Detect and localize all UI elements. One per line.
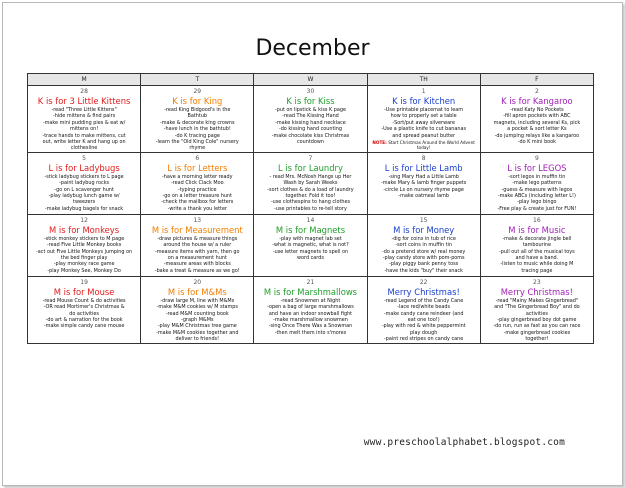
- day-number: 14: [306, 216, 315, 224]
- activity-line: -play monkey race game: [53, 261, 115, 268]
- activity-line: -play piggy bank penny toss: [389, 261, 459, 268]
- activity-line: a pocket & sort letter Ks: [507, 126, 567, 133]
- calendar-day-cell: [480, 152, 593, 214]
- activity-line: tracing page: [521, 267, 553, 274]
- day-theme-heading: M is for Monkeys: [49, 224, 120, 235]
- day-number: 19: [80, 278, 88, 286]
- activity-line: magnets, including several Ks, pick: [493, 119, 581, 126]
- calendar-week-row: [28, 214, 594, 276]
- activity-line: - read Mrs. McNosh Hangs up Her: [269, 173, 352, 180]
- activity-line: and have an indoor snowball fight: [268, 310, 353, 317]
- day-theme-heading: K is for King: [172, 96, 223, 106]
- activity-line: -graph M&Ms: [181, 317, 214, 324]
- day-theme-heading: L is for Little Lamb: [384, 162, 463, 173]
- day-theme-heading: L is for Laundry: [277, 162, 343, 173]
- activity-line: -do kissing hand counting: [278, 126, 342, 133]
- activity-line: word cards: [297, 255, 324, 262]
- activity-line: clothesline: [70, 145, 98, 152]
- activity-line: -read Mouse Count & do activities: [42, 297, 126, 304]
- activity-line: tweezers: [73, 199, 96, 206]
- activity-line: -sing Mary Had a Little Lamb: [388, 173, 459, 180]
- blog-url: www.preschoolalphabet.blogspot.com: [363, 437, 565, 448]
- activity-line: Wash by Sarah Weeks: [283, 180, 338, 187]
- day-theme-heading: Merry Christmas!: [500, 286, 574, 297]
- activity-line: -play M&M Christmas tree game: [157, 323, 237, 330]
- day-number: 28: [80, 88, 88, 95]
- calendar-day-cell: [480, 214, 593, 276]
- activity-line: -make M&M cookies together and: [156, 329, 239, 336]
- activity-line: -play with magnet lab set: [279, 235, 342, 242]
- calendar-day-cell: [141, 152, 254, 214]
- activity-line: countdown: [296, 139, 324, 146]
- activity-line: -then melt them into s'mores: [274, 329, 347, 336]
- activity-line: -pull out all of the musical toys: [499, 248, 575, 255]
- activity-line: -measure areas with blocks: [163, 261, 231, 268]
- activity-line: -typing practice: [177, 186, 217, 193]
- activity-line: -read King Bidgood's in the: [164, 107, 231, 113]
- calendar-week-row: [28, 86, 594, 153]
- calendar-day-cell: [28, 152, 141, 214]
- activity-line: -sort clothes & do a load of laundry: [267, 186, 354, 193]
- activity-line: -paint red stripes on candy cane: [384, 336, 464, 343]
- activity-line: -sort legos in muffin tin: [508, 173, 566, 180]
- activity-line: -make ladybug bagels for snack: [45, 205, 124, 212]
- activity-line: eat one too!): [407, 317, 440, 324]
- day-number: 22: [419, 278, 428, 286]
- activity-line: mittens on!: [69, 126, 99, 133]
- activity-line: and spread peanut butter: [392, 132, 456, 139]
- calendar-day-cell: [367, 86, 480, 153]
- day-number: 7: [308, 154, 313, 162]
- calendar-table: [27, 73, 594, 344]
- activity-line: -OR read Mortimer's Christmas &: [43, 304, 125, 311]
- activity-line: -sing Once There Was a Snowman: [268, 323, 353, 330]
- calendar-week-row: [28, 152, 594, 214]
- calendar-day-cell: [367, 152, 480, 214]
- activity-line: -Use printable placemat to learn: [384, 107, 464, 113]
- activity-line: -go on L scavenger hunt: [54, 186, 114, 193]
- activity-line: -paint ladybug rocks: [59, 180, 110, 187]
- day-note: [370, 140, 478, 150]
- day-number: 1: [421, 88, 426, 95]
- activity-line: -go on a letter treasure hunt: [162, 193, 233, 200]
- day-theme-heading: M is for Money: [393, 224, 455, 235]
- activity-line: -listen to music while doing M: [500, 261, 574, 268]
- calendar-body: [28, 86, 594, 344]
- activity-line: -use clothespins to hang clothes: [270, 199, 351, 206]
- activity-line: -read Snowmen at Night: [280, 297, 341, 304]
- day-number: 2: [534, 88, 539, 95]
- activity-line: -Sort/put away silverware: [392, 119, 455, 126]
- calendar-day-cell: [28, 86, 141, 153]
- activity-line: -play gingerbread boy dot game: [497, 317, 577, 324]
- activity-line: -make candy cane reindeer (and: [383, 310, 464, 317]
- day-number: 20: [193, 278, 202, 286]
- weekday-header: M: [28, 74, 141, 86]
- activity-line: and "The Gingerbread Boy" and do: [494, 304, 580, 311]
- activity-line: -play ladybug lunch game w/: [48, 193, 120, 200]
- activity-line: -fill apron pockets with ABC: [503, 113, 571, 120]
- day-number: 13: [193, 216, 202, 224]
- activity-line: -draw pictures & measure things: [157, 235, 238, 242]
- activity-line: -read M&M counting book: [165, 310, 229, 317]
- activity-line: -read "Three Little Kittens": [51, 107, 117, 113]
- calendar-day-cell: [480, 86, 593, 153]
- activity-line: -open a bag of large marshmallows: [267, 304, 354, 311]
- note-text: Start Christmas Around the World Advent today!: [388, 140, 475, 151]
- activity-line: play dough: [410, 329, 438, 336]
- activity-line: -play lego bingo: [517, 199, 557, 206]
- day-number: 23: [533, 278, 541, 286]
- activity-line: -circle Ls on nursery rhyme page: [383, 186, 464, 193]
- activity-line: -make Mary & lamb finger puppets: [380, 180, 467, 187]
- calendar-day-cell: [254, 214, 367, 276]
- activity-line: tambourine: [522, 242, 552, 249]
- day-theme-heading: M is for M&Ms: [167, 286, 227, 297]
- calendar-day-cell: [367, 276, 480, 343]
- day-number: 15: [419, 216, 428, 224]
- day-theme-heading: K is for 3 Little Kittens: [37, 96, 131, 106]
- weekday-header: F: [480, 74, 593, 86]
- activity-line: -what is magnetic, what is not?: [272, 242, 349, 249]
- calendar-week-row: [28, 276, 594, 343]
- weekday-header-row: [28, 74, 594, 86]
- activity-line: -draw large M, line with M&Ms: [160, 297, 235, 304]
- day-theme-heading: M is for Music: [508, 224, 566, 235]
- activity-line: -read Click Clack Moo: [170, 180, 224, 187]
- weekday-header: T: [141, 74, 254, 86]
- activity-line: -make gingerbread cookies: [503, 329, 571, 336]
- activity-line: -do run, run as fast as you can race: [493, 323, 581, 330]
- day-number: 9: [534, 154, 539, 162]
- day-theme-heading: M is for Measurement: [151, 224, 243, 235]
- activity-line: out, write letter K and hang up on: [42, 139, 126, 146]
- activity-line: -have lunch in the bathtub!: [163, 126, 231, 133]
- activity-line: -make ABCs (including letter L!): [497, 193, 576, 200]
- activity-line: -Free play & create just for FUN!: [497, 205, 577, 212]
- day-number: 6: [195, 154, 200, 162]
- activity-line: -make & decorate king crowns: [159, 119, 235, 126]
- weekday-header: TH: [367, 74, 480, 86]
- calendar-day-cell: [141, 86, 254, 153]
- day-number: 8: [421, 154, 426, 162]
- activity-line: -dig for coins in tub of rice: [391, 235, 456, 242]
- activity-line: -do K mini book: [517, 139, 556, 146]
- day-theme-heading: K is for Kangaroo: [501, 96, 573, 106]
- day-theme-heading: K is for Kiss: [286, 96, 335, 106]
- activity-line: together. Fold it too!: [285, 193, 336, 200]
- day-theme-heading: L is for Ladybugs: [48, 162, 120, 173]
- activity-line: -act out Five Little Monkeys jumping on: [36, 248, 133, 255]
- activity-line: -trace hands to make mittens, cut: [42, 132, 126, 139]
- day-theme-heading: Merry Christmas!: [387, 286, 460, 297]
- activity-line: -hide mittens & find pairs: [52, 113, 116, 120]
- day-number: 21: [306, 278, 315, 286]
- activity-line: -use printables to re-tell story: [274, 205, 347, 212]
- activity-line: -read Five Little Monkey books: [46, 242, 122, 249]
- activity-line: -sort coins in muffin tin: [395, 242, 452, 249]
- activity-line: -make M&M cookies w/ M stamps: [156, 304, 238, 311]
- activity-line: -do jumping relays like a kangaroo: [494, 132, 580, 139]
- calendar-day-cell: [141, 214, 254, 276]
- activity-line: -write a thank you letter: [167, 205, 227, 212]
- activity-line: do activities: [69, 310, 99, 317]
- activity-line: -use letter magnets to spell on: [272, 248, 349, 255]
- calendar-day-cell: [480, 276, 593, 343]
- activity-line: -make lego patterns: [512, 180, 562, 187]
- activity-line: -make mini pudding pies & eat w/: [42, 119, 126, 126]
- activity-line: -do K tracing page: [174, 132, 220, 139]
- activity-line: -have a morning letter ready: [162, 173, 233, 180]
- activity-line: -make marshmallow snowmen: [273, 317, 348, 324]
- activity-line: how to properly set a table: [390, 113, 457, 120]
- calendar-day-cell: [254, 152, 367, 214]
- activity-line: -play candy store with pom-poms: [382, 255, 465, 262]
- activity-line: -guess & measure with legos: [501, 186, 573, 193]
- day-number: 12: [80, 216, 88, 224]
- activity-line: -put on lipstick & kiss K page: [274, 107, 346, 113]
- activity-line: -make oatmeal lamb: [398, 193, 449, 200]
- activity-line: and have a band.: [515, 255, 559, 262]
- activity-line: -play Monkey See, Monkey Do: [47, 267, 121, 274]
- day-number: 29: [193, 88, 202, 95]
- activity-line: -lace red/white beads: [397, 304, 451, 311]
- activity-line: -have the kids "buy" their snack: [384, 267, 463, 274]
- day-theme-heading: M is for Magnets: [275, 224, 346, 235]
- activity-line: on a measurement hunt: [167, 255, 227, 262]
- activity-line: Bathtub: [187, 113, 208, 120]
- activity-line: -measure items with yarn, then go: [155, 248, 240, 255]
- calendar-day-cell: [254, 86, 367, 153]
- day-theme-heading: M is for Marshmallows: [263, 286, 358, 297]
- calendar-day-cell: [141, 276, 254, 343]
- calendar-day-cell: [254, 276, 367, 343]
- calendar-day-cell: [367, 214, 480, 276]
- activity-line: -make simple candy cane mouse: [43, 323, 125, 330]
- activity-line: -make chocolate kiss Christmas: [271, 132, 350, 139]
- activity-line: -do art & narration for the book: [45, 317, 123, 324]
- activity-line: -Use a plastic knife to cut bananas: [381, 126, 466, 133]
- activity-line: -check the mailbox for letters: [161, 199, 234, 206]
- calendar-day-cell: [28, 214, 141, 276]
- day-theme-heading: K is for Kitchen: [392, 96, 456, 106]
- activity-line: -read "Mainy Makes Gingerbread": [495, 297, 579, 304]
- note-label: NOTE:: [372, 140, 387, 146]
- activity-line: -play with red & white peppermint: [381, 323, 466, 330]
- activity-line: -read Legend of the Candy Cane: [384, 297, 464, 304]
- day-number: 16: [533, 216, 541, 224]
- day-number: 5: [82, 154, 86, 162]
- page-title: December: [255, 36, 370, 61]
- activity-line: -do a pretend store w/ real money: [381, 248, 466, 255]
- activity-line: together!: [525, 336, 549, 343]
- day-number: 30: [306, 88, 315, 95]
- activity-line: -bake a treat & measure as we go!: [154, 267, 240, 274]
- activity-line: -learn the "Old King Cole" nursery: [155, 139, 239, 146]
- activity-line: -read Katy No Pockets: [510, 107, 564, 113]
- weekday-header: W: [254, 74, 367, 86]
- day-theme-heading: L is for LEGOS: [507, 162, 567, 173]
- day-theme-heading: L is for Letters: [167, 162, 228, 173]
- activity-line: -stick monkey stickers to M page: [43, 235, 125, 242]
- activity-line: -make & decorate jingle bell: [502, 235, 572, 242]
- activity-line: -make kissing hand necklace: [275, 119, 346, 126]
- activity-line: around the house w/ a ruler: [163, 242, 232, 249]
- calendar-day-cell: [28, 276, 141, 343]
- activity-line: -stick ladybug stickers to L page: [44, 173, 124, 180]
- activity-line: activities: [525, 310, 548, 317]
- activity-line: the bed finger play: [60, 255, 108, 262]
- activity-line: rhyme: [189, 145, 206, 152]
- day-theme-heading: M is for Mouse: [53, 286, 115, 297]
- activity-line: deliver to friends!: [175, 336, 220, 343]
- activity-line: -read The Kissing Hand: [282, 113, 339, 120]
